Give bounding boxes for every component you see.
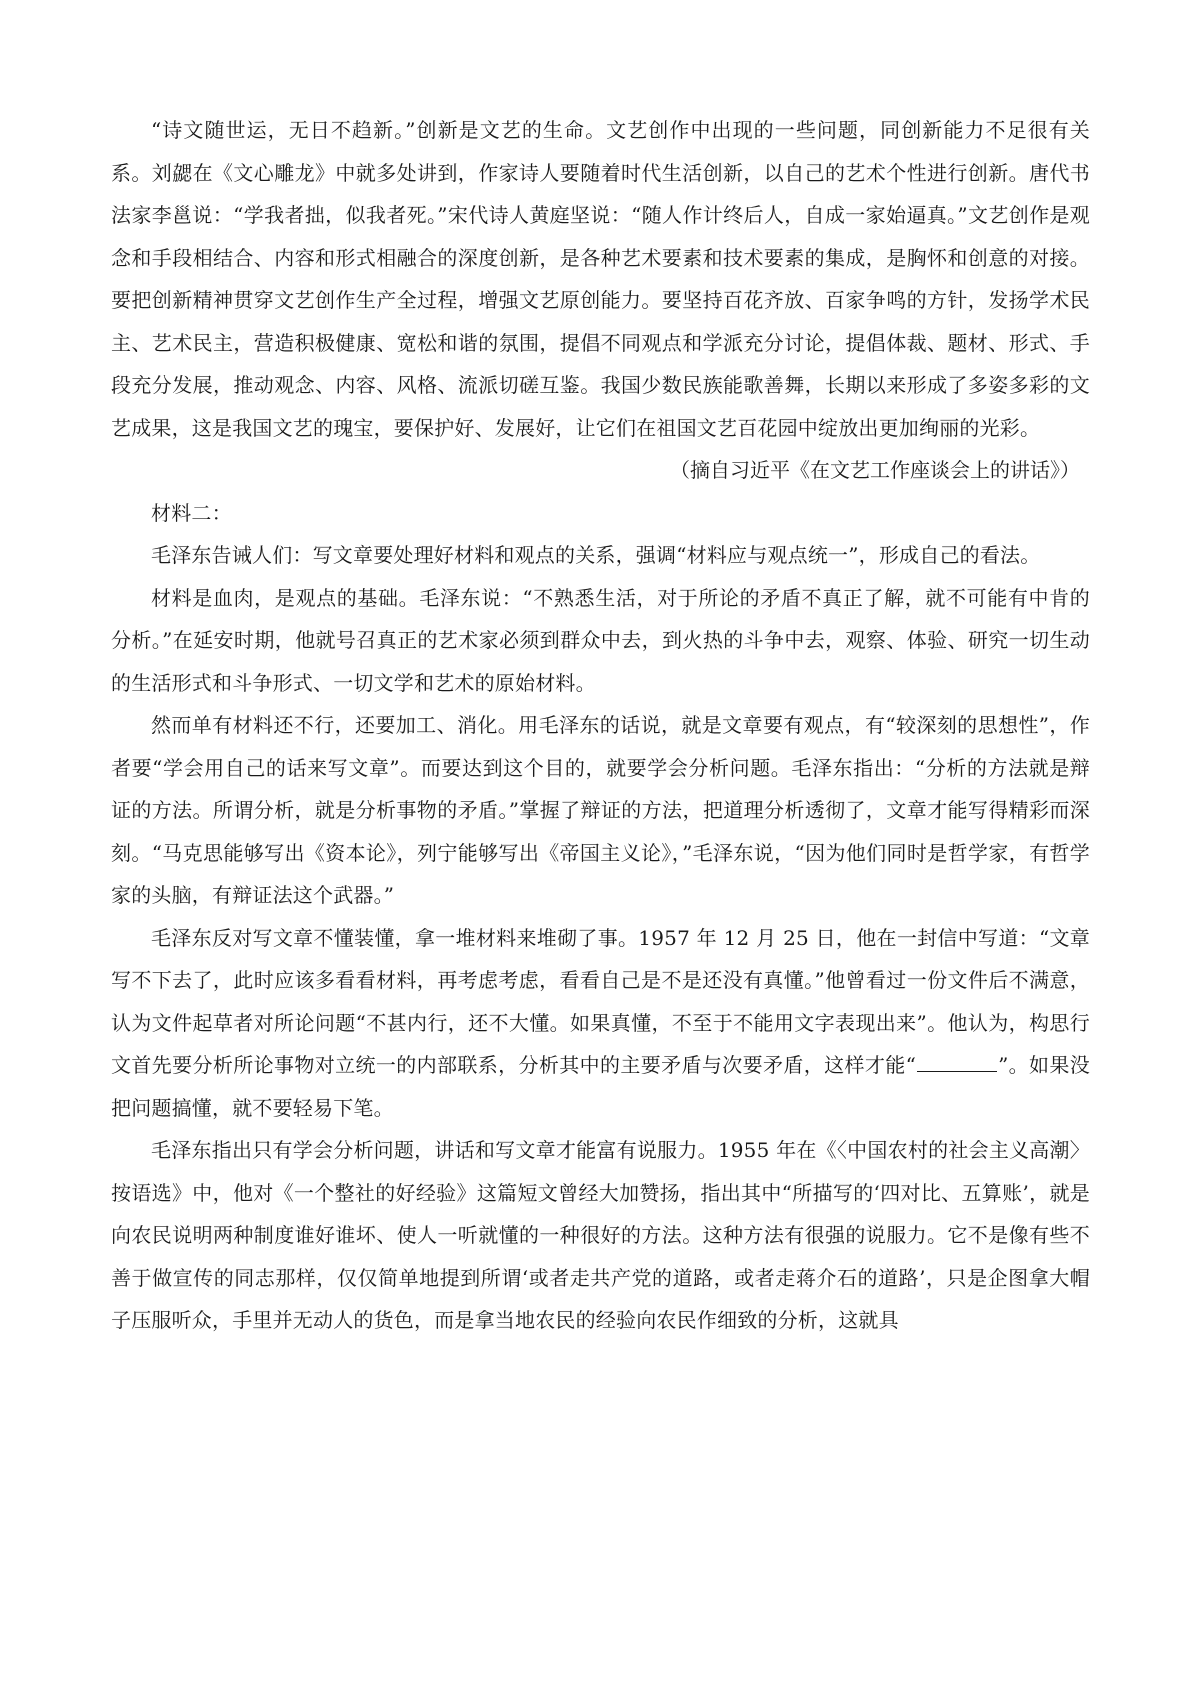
material-two-paragraph-5: 毛泽东指出只有学会分析问题，讲话和写文章才能富有说服力。1955 年在《〈中国农村的社会主义高潮〉按语选》中，他对《一个整社的好经验》这篇短文曾经大加赞扬，指出其中“所描写的‘四对比、五算账’，就是向农民说明两种制度谁好谁坏、使人一听就懂的一种很好的方法。这种方法有很强的说服力。它不是像有些不善于做宣传的同志那样，仅仅简单地提到所谓‘或者走共产党的道路，或者走蒋介石的道路’，只是企图拿大帽子压服听众，手里并无动人的货色，而是拿当地农民的经验向农民作细致的分析，这就具	[111, 1138, 1090, 1332]
material-one-source: （摘自习近平《在文艺工作座谈会上的讲话》）	[670, 458, 1080, 482]
material-two-paragraph-2: 材料是血肉，是观点的基础。毛泽东说：“不熟悉生活，对于所论的矛盾不真正了解，就不可能有中肯的分析。”在延安时期，他就号召真正的艺术家必须到群众中去，到火热的斗争中去，观察、体验、研究一切生动的生活形式和斗争形式、一切文学和艺术的原始材料。	[111, 585, 1090, 695]
material-two-paragraph-4	[111, 917, 1090, 1130]
material-one-paragraph: “诗文随世运，无日不趋新。”创新是文艺的生命。文艺创作中出现的一些问题，同创新能力不足很有关系。刘勰在《文心雕龙》中就多处讲到，作家诗人要随着时代生活创新，以自己的艺术个性进行创新。唐代书法家李邕说：“学我者拙，似我者死。”宋代诗人黄庭坚说：“随人作计终后人，自成一家始逼真。”文艺创作是观念和手段相结合、内容和形式相融合的深度创新，是各种艺术要素和技术要素的集成，是胸怀和创意的对接。要把创新精神贯穿文艺创作生产全过程，增强文艺原创能力。要坚持百花齐放、百家争鸣的方针，发扬学术民主、艺术民主，营造积极健康、宽松和谐的氛围，提倡不同观点和学派充分讨论，提倡体裁、题材、形式、手段充分发展，推动观念、内容、风格、流派切磋互鉴。我国少数民族能歌善舞，长期以来形成了多姿多彩的文艺成果，这是我国文艺的瑰宝，要保护好、发展好，让它们在祖国文艺百花园中绽放出更加绚丽的光彩。	[111, 118, 1090, 440]
quote-open-mark: “	[905, 1053, 917, 1077]
fill-in-blank	[917, 1051, 997, 1072]
material-two-paragraph-1: 毛泽东告诫人们：写文章要处理好材料和观点的关系，强调“材料应与观点统一”，形成自己的看法。	[151, 543, 1041, 567]
paragraph-4-body: 毛泽东反对写文章不懂装懂，拿一堆材料来堆砌了事。1957 年 12 月 25 日，他在一封信中写道：“文章写不下去了，此时应该多看看材料，再考虑考虑，看看自己是不是还没有真懂。”他曾看过一份文件后不满意，认为文件起草者对所论问题“不甚内行，还不大懂。如果真懂，不至于不能用文字表现出来”。他认为，构思行文首先要分析所论事物对立统一的内部联系，分析其中的主要矛盾与次要矛盾，这样才能	[111, 925, 1090, 1077]
material-two-heading: 材料二：	[151, 500, 232, 525]
paragraph-4-tail: ”。如果没把问题搞懂，就不要轻易下笔。	[111, 1053, 1090, 1120]
material-two-paragraph-3: 然而单有材料还不行，还要加工、消化。用毛泽东的话说，就是文章要有观点，有“较深刻的思想性”，作者要“学会用自己的话来写文章”。而要达到这个目的，就要学会分析问题。毛泽东指出：“分析的方法就是辩证的方法。所谓分析，就是分析事物的矛盾。”掌握了辩证的方法，把道理分析透彻了，文章才能写得精彩而深刻。“马克思能够写出《资本论》，列宁能够写出《帝国主义论》，”毛泽东说，“因为他们同时是哲学家，有哲学家的头脑，有辩证法这个武器。”	[111, 713, 1090, 907]
